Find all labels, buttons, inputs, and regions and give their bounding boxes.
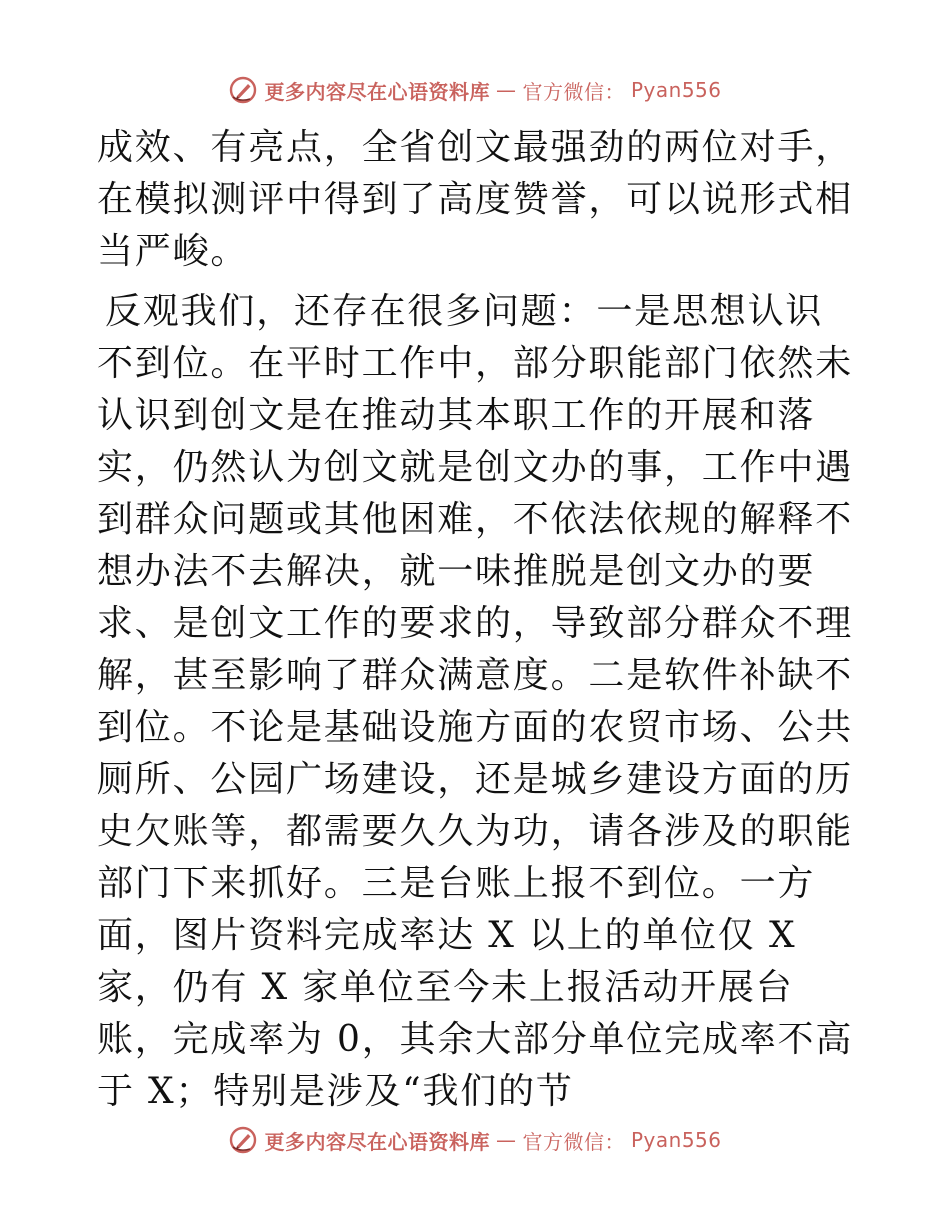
footer-banner-dash: — bbox=[495, 1128, 517, 1152]
pen-logo-icon bbox=[228, 1125, 258, 1155]
footer-wechat-id: Pyan556 bbox=[630, 1128, 722, 1152]
paragraph-2: 反观我们，还存在很多问题：一是思想认识不到位。在平时工作中，部分职能部门依然未认识到创文是在推动其本职工作的开展和落实，仍然认为创文就是创文办的事，工作中遇到群众问题或其他困难，不依法依规的解释不想办法不去解决，就一味推脱是创文办的要求、是创文工作的要求的，导致部分群众不理解，甚至影响了群众满意度。二是软件补缺不到位。不论是基础设施方面的农贸市场、公共厕所、公园广场建设，还是城乡建设方面的历史欠账等，都需要久久为功，请各涉及的职能部门下来抓好。三是台账上报不到位。一方面，图片资料完成率达 X 以上的单位仅 X 家，仍有 X 家单位至今未上报活动开展台账，完成率为 0，其余大部分单位完成率不高于 X；特别是涉及“我们的节 bbox=[97, 291, 854, 1112]
header-banner bbox=[0, 70, 950, 110]
footer-banner bbox=[0, 1120, 950, 1160]
header-banner-dash: — bbox=[495, 78, 517, 102]
document-body bbox=[97, 122, 857, 1118]
header-wechat-label: 官方微信： bbox=[522, 79, 625, 104]
footer-wechat-label: 官方微信： bbox=[522, 1129, 625, 1154]
header-banner-text: 更多内容尽在心语资料库 bbox=[264, 79, 490, 104]
header-wechat-id: Pyan556 bbox=[630, 78, 722, 102]
pen-logo-icon bbox=[228, 75, 258, 105]
paragraph-1: 成效、有亮点，全省创文最强劲的两位对手，在模拟测评中得到了高度赞誉，可以说形式相当严峻。 bbox=[97, 127, 854, 272]
footer-banner-text: 更多内容尽在心语资料库 bbox=[264, 1129, 490, 1154]
